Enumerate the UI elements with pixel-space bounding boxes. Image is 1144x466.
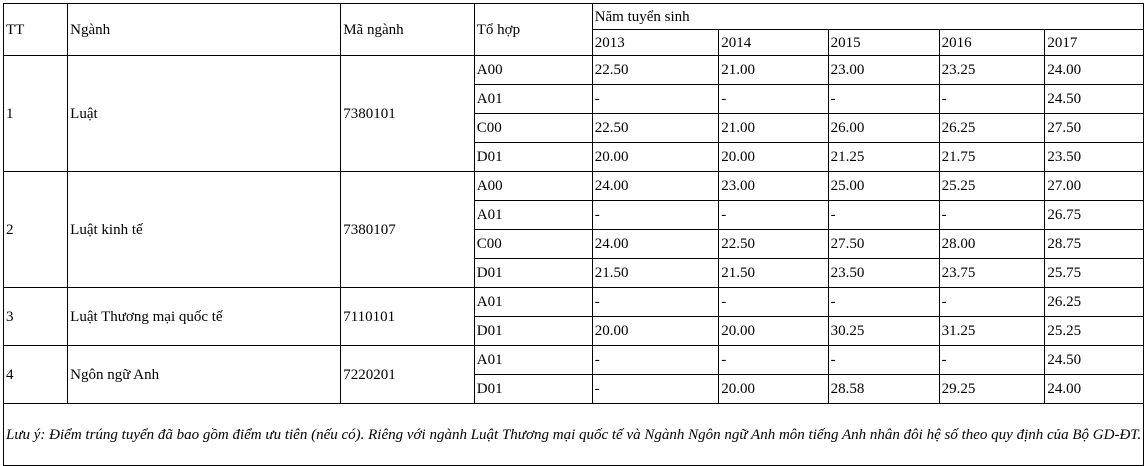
score-cell: 23.50	[1045, 143, 1144, 172]
admission-scores-table	[3, 3, 1144, 466]
program-name: Luật kinh tế	[68, 172, 341, 288]
score-cell: 25.00	[828, 172, 939, 201]
score-cell: 27.50	[1045, 114, 1144, 143]
score-cell: 25.75	[1045, 259, 1144, 288]
score-cell: 24.00	[592, 230, 719, 259]
score-cell: -	[939, 201, 1045, 230]
score-cell: 21.50	[719, 259, 828, 288]
score-cell: 23.00	[828, 56, 939, 85]
score-cell: -	[828, 85, 939, 114]
score-cell: 20.00	[719, 143, 828, 172]
score-cell: 25.25	[939, 172, 1045, 201]
score-cell: 21.00	[719, 114, 828, 143]
score-cell: 22.50	[592, 56, 719, 85]
score-cell: -	[719, 85, 828, 114]
program-code: 7110101	[341, 288, 475, 346]
combo-cell: A01	[474, 85, 592, 114]
note-row	[4, 404, 1144, 466]
score-cell: 20.00	[592, 143, 719, 172]
score-cell: 26.25	[1045, 288, 1144, 317]
score-cell: 21.75	[939, 143, 1045, 172]
table-row	[4, 56, 1144, 85]
score-cell: 24.50	[1045, 85, 1144, 114]
score-cell: 27.00	[1045, 172, 1144, 201]
combo-cell: A01	[474, 201, 592, 230]
combo-cell: D01	[474, 317, 592, 346]
program-name: Luật	[68, 56, 341, 172]
score-cell: -	[939, 346, 1045, 375]
program-tt: 2	[4, 172, 68, 288]
table-row	[4, 346, 1144, 375]
score-cell: -	[592, 375, 719, 404]
header-year: 2016	[939, 30, 1045, 56]
combo-cell: C00	[474, 114, 592, 143]
program-tt: 1	[4, 56, 68, 172]
score-cell: 22.50	[592, 114, 719, 143]
program-tt: 3	[4, 288, 68, 346]
header-year: 2013	[592, 30, 719, 56]
score-cell: -	[592, 346, 719, 375]
score-cell: 28.75	[1045, 230, 1144, 259]
score-cell: 20.00	[719, 317, 828, 346]
score-cell: 31.25	[939, 317, 1045, 346]
combo-cell: A00	[474, 172, 592, 201]
score-cell: -	[592, 201, 719, 230]
score-cell: 22.50	[719, 230, 828, 259]
score-cell: -	[719, 346, 828, 375]
score-cell: 26.75	[1045, 201, 1144, 230]
header-nam-tuyen-sinh: Năm tuyển sinh	[592, 4, 1144, 30]
note-text: Lưu ý: Điểm trúng tuyển đã bao gồm điểm ưu tiên (nếu có). Riêng với ngành Luật Thương mại quốc tế và Ngành Ngôn ngữ Anh môn tiếng Anh nhân đôi hệ số theo quy định của Bộ GD-ĐT.	[4, 404, 1144, 466]
score-cell: 24.00	[592, 172, 719, 201]
score-cell: 29.25	[939, 375, 1045, 404]
score-cell: 20.00	[719, 375, 828, 404]
score-cell: -	[828, 346, 939, 375]
score-cell: 23.25	[939, 56, 1045, 85]
program-code: 7380101	[341, 56, 475, 172]
combo-cell: D01	[474, 259, 592, 288]
score-cell: -	[592, 85, 719, 114]
header-nganh: Ngành	[68, 4, 341, 56]
score-cell: 23.00	[719, 172, 828, 201]
score-cell: -	[719, 288, 828, 317]
score-cell: 24.50	[1045, 346, 1144, 375]
score-cell: 20.00	[592, 317, 719, 346]
score-cell: 27.50	[828, 230, 939, 259]
score-cell: 24.00	[1045, 375, 1144, 404]
combo-cell: C00	[474, 230, 592, 259]
header-year: 2017	[1045, 30, 1144, 56]
program-name: Luật Thương mại quốc tế	[68, 288, 341, 346]
program-code: 7220201	[341, 346, 475, 404]
score-cell: 21.00	[719, 56, 828, 85]
table-row	[4, 288, 1144, 317]
table-row	[4, 172, 1144, 201]
score-cell: 23.75	[939, 259, 1045, 288]
score-cell: 26.00	[828, 114, 939, 143]
program-name: Ngôn ngữ Anh	[68, 346, 341, 404]
header-to-hop: Tổ hợp	[474, 4, 592, 56]
score-cell: 23.50	[828, 259, 939, 288]
combo-cell: A01	[474, 346, 592, 375]
score-cell: 28.58	[828, 375, 939, 404]
header-year: 2015	[828, 30, 939, 56]
table-body	[4, 4, 1144, 466]
combo-cell: D01	[474, 375, 592, 404]
combo-cell: D01	[474, 143, 592, 172]
header-year: 2014	[719, 30, 828, 56]
score-cell: 21.50	[592, 259, 719, 288]
score-cell: -	[939, 85, 1045, 114]
score-cell: 30.25	[828, 317, 939, 346]
score-cell: 28.00	[939, 230, 1045, 259]
combo-cell: A00	[474, 56, 592, 85]
program-tt: 4	[4, 346, 68, 404]
score-cell: -	[592, 288, 719, 317]
score-cell: 25.25	[1045, 317, 1144, 346]
header-tt: TT	[4, 4, 68, 56]
program-code: 7380107	[341, 172, 475, 288]
score-cell: -	[828, 288, 939, 317]
header-ma-nganh: Mã ngành	[341, 4, 475, 56]
score-cell: 26.25	[939, 114, 1045, 143]
score-cell: -	[939, 288, 1045, 317]
score-cell: -	[719, 201, 828, 230]
score-cell: 24.00	[1045, 56, 1144, 85]
header-row	[4, 4, 1144, 30]
score-cell: 21.25	[828, 143, 939, 172]
score-cell: -	[828, 201, 939, 230]
combo-cell: A01	[474, 288, 592, 317]
